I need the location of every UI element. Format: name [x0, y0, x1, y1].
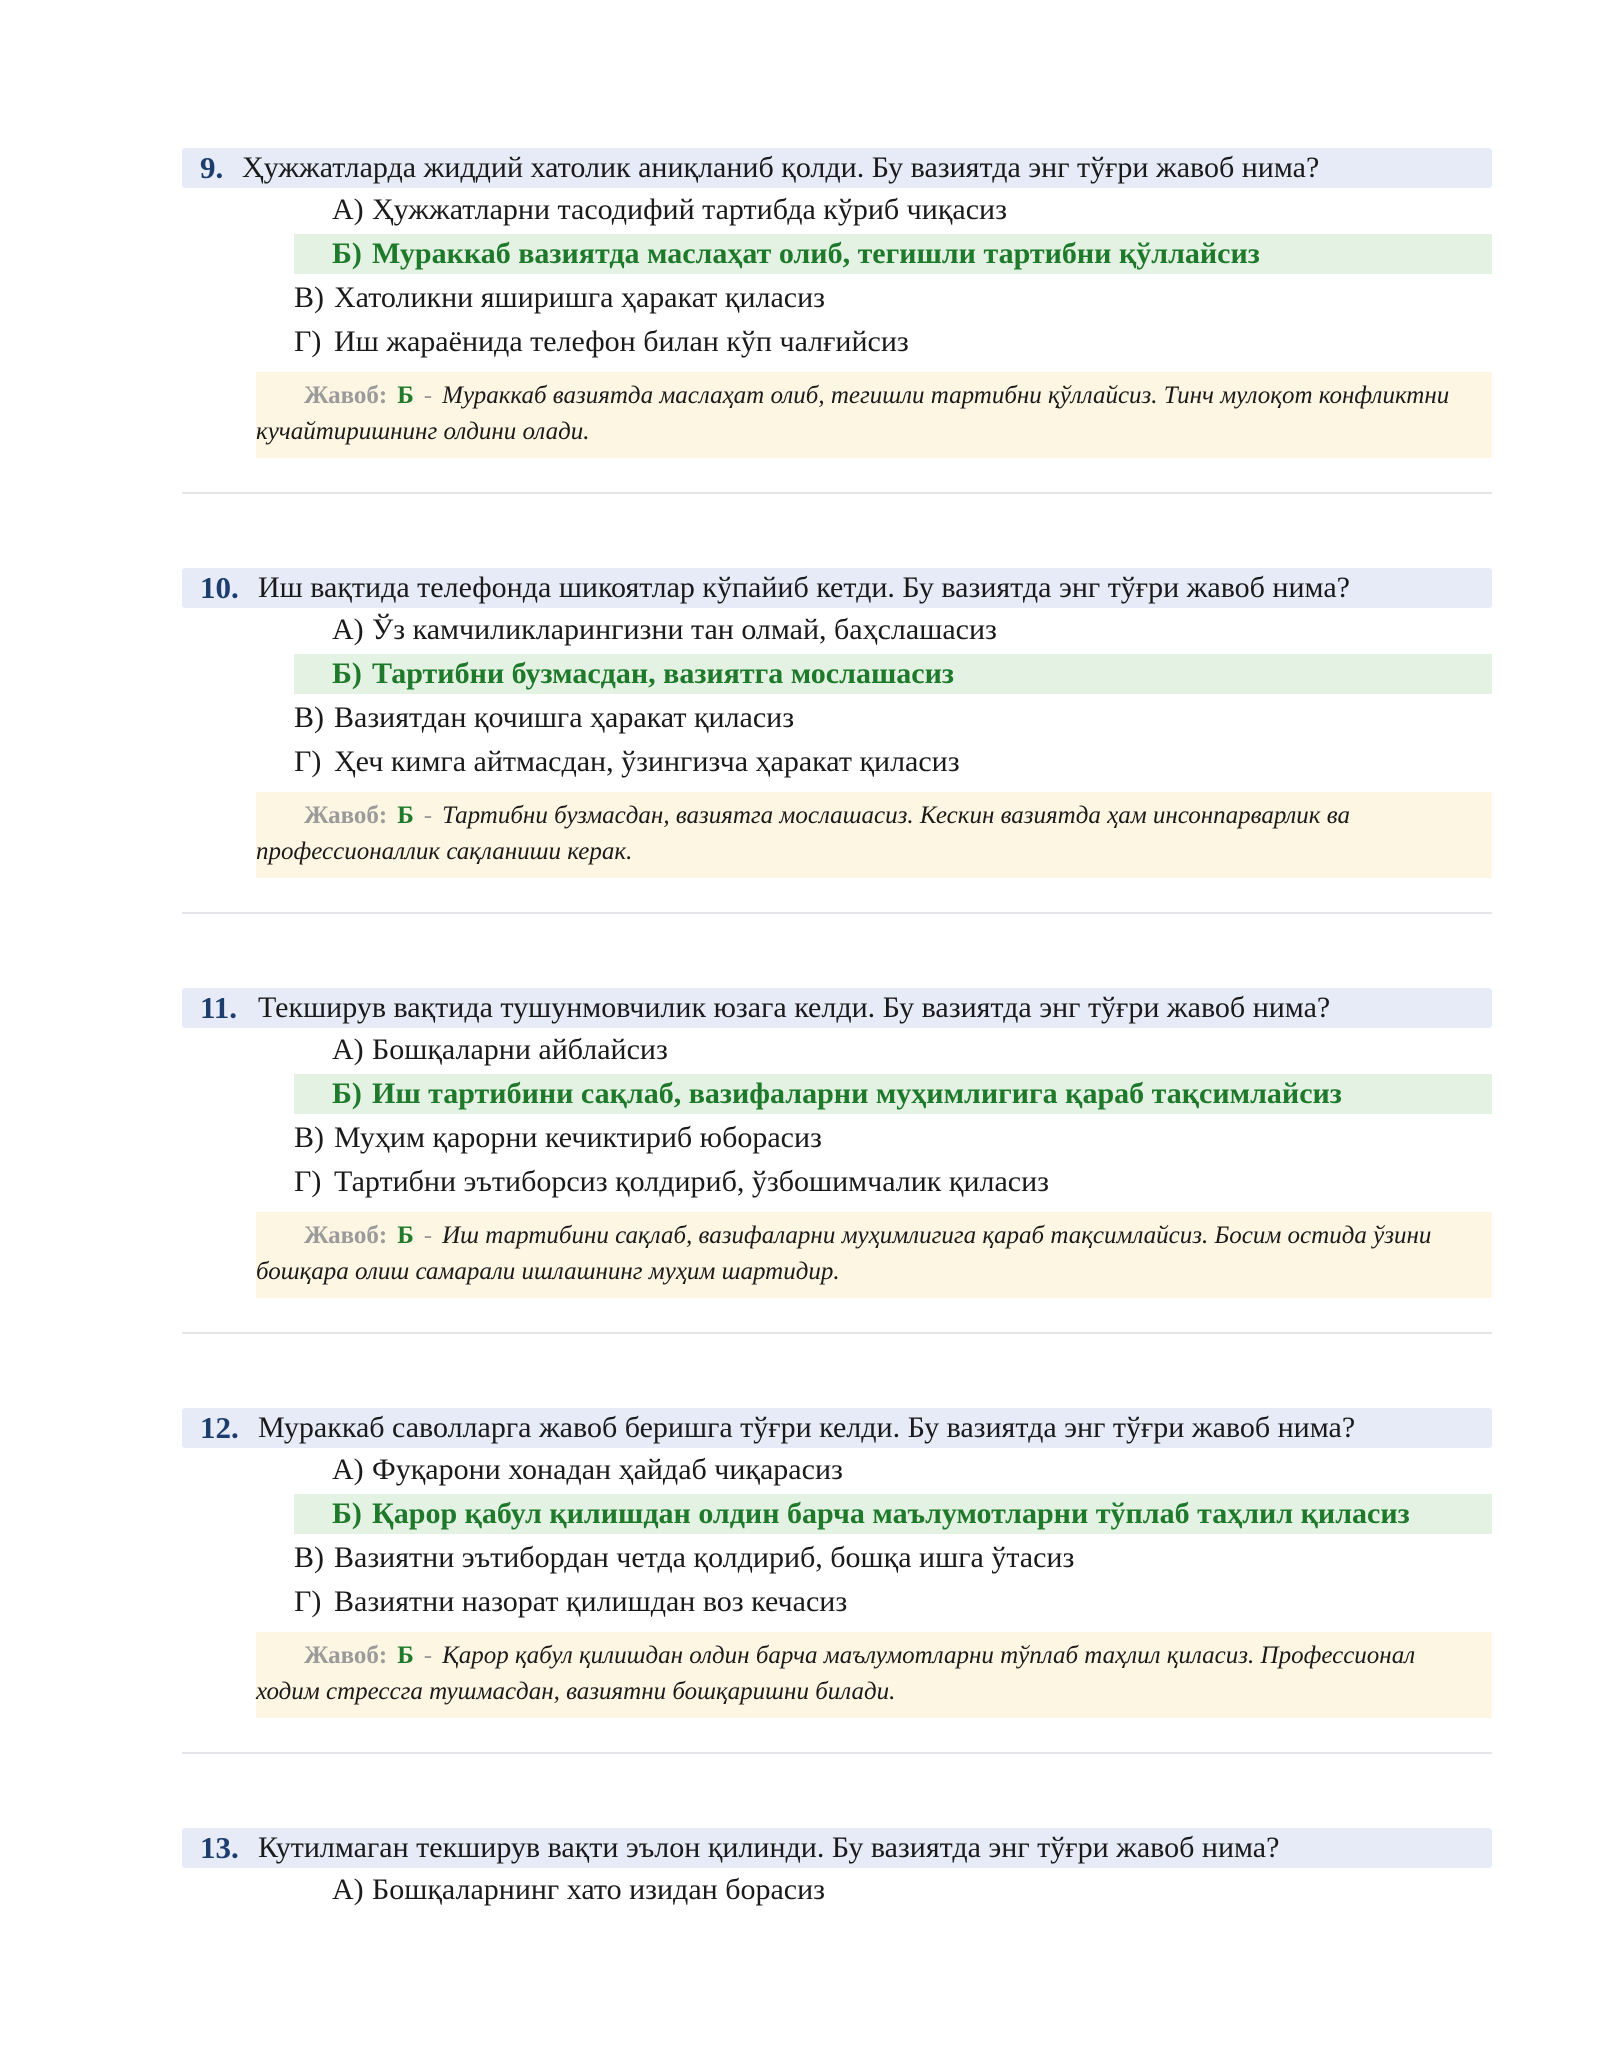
- answer-label: Жавоб:: [304, 802, 388, 829]
- answer-dash: -: [423, 1642, 433, 1669]
- option-b-correct: [294, 654, 1492, 694]
- divider: [182, 1752, 1492, 1754]
- option-text: Ҳеч кимга айтмасдан, ўзингизча ҳаракат қиласиз: [334, 745, 960, 778]
- option-c: [182, 1536, 1492, 1580]
- answer-label: Жавоб:: [304, 382, 388, 409]
- option-letter: Г): [294, 1165, 322, 1198]
- option-text: Вазиятни назорат қилишдан воз кечасиз: [334, 1585, 848, 1618]
- option-letter: Б): [332, 1497, 362, 1530]
- option-letter: А): [332, 1453, 364, 1486]
- option-text: Вазиятдан қочишга ҳаракат қиласиз: [334, 701, 795, 734]
- question-text: Кутилмаган текширув вақти эълон қилинди. Бу вазиятда энг тўғри жавоб нима?: [258, 1831, 1280, 1864]
- question-header: [182, 568, 1492, 608]
- option-letter: Б): [332, 237, 362, 270]
- answer-letter: Б: [397, 802, 414, 829]
- option-a: [182, 188, 1492, 232]
- question-number: 10.: [200, 570, 239, 605]
- question-block: [182, 148, 1492, 458]
- option-text: Қарор қабул қилишдан олдин барча маълумотларни тўплаб таҳлил қиласиз: [372, 1497, 1410, 1530]
- option-letter: Г): [294, 745, 322, 778]
- divider: [182, 912, 1492, 914]
- option-text: Вазиятни эътибордан четда қолдириб, бошқа ишга ўтасиз: [334, 1541, 1075, 1574]
- option-d: [182, 740, 1492, 784]
- option-letter: В): [294, 701, 324, 734]
- option-text: Иш жараёнида телефон билан кўп чалғийсиз: [334, 325, 909, 358]
- answer-letter: Б: [397, 382, 414, 409]
- question-text: Ҳужжатларда жиддий хатолик аниқланиб қолди. Бу вазиятда энг тўғри жавоб нима?: [242, 151, 1320, 184]
- option-c: [182, 276, 1492, 320]
- question-number: 13.: [200, 1830, 239, 1865]
- answer-box: [256, 1212, 1492, 1298]
- option-text: Мураккаб вазиятда маслаҳат олиб, тегишли тартибни қўллайсиз: [372, 237, 1260, 270]
- option-letter: В): [294, 1121, 324, 1154]
- option-letter: А): [332, 613, 364, 646]
- answer-dash: -: [423, 382, 433, 409]
- question-header: [182, 988, 1492, 1028]
- question-number: 12.: [200, 1410, 239, 1445]
- option-letter: В): [294, 281, 324, 314]
- option-d: [182, 320, 1492, 364]
- option-b-correct: [294, 234, 1492, 274]
- question-header: [182, 1828, 1492, 1868]
- answer-letter: Б: [397, 1642, 414, 1669]
- option-letter: В): [294, 1541, 324, 1574]
- answer-label: Жавоб:: [304, 1222, 388, 1249]
- question-text: Иш вақтида телефонда шикоятлар кўпайиб кетди. Бу вазиятда энг тўғри жавоб нима?: [258, 571, 1350, 604]
- answer-label: Жавоб:: [304, 1642, 388, 1669]
- option-letter: А): [332, 1033, 364, 1066]
- question-block: [182, 568, 1492, 878]
- option-d: [182, 1580, 1492, 1624]
- question-text: Мураккаб саволларга жавоб беришга тўғри келди. Бу вазиятда энг тўғри жавоб нима?: [258, 1411, 1356, 1444]
- option-a: [182, 1868, 1492, 1912]
- option-text: Бошқаларнинг хато изидан борасиз: [372, 1873, 825, 1906]
- divider: [182, 1332, 1492, 1334]
- question-header: [182, 1408, 1492, 1448]
- question-block: [182, 1408, 1492, 1718]
- option-text: Фуқарони хонадан ҳайдаб чиқарасиз: [372, 1453, 843, 1486]
- answer-box: [256, 792, 1492, 878]
- answer-explanation: Мураккаб вазиятда маслаҳат олиб, тегишли тартибни қўллайсиз. Тинч мулоқот конфликтни кучайтиришнинг олдини олади.: [256, 382, 1450, 445]
- answer-dash: -: [423, 1222, 433, 1249]
- option-letter: А): [332, 193, 364, 226]
- question-block: [182, 988, 1492, 1298]
- question-number: 11.: [200, 990, 238, 1025]
- answer-box: [256, 372, 1492, 458]
- divider: [182, 492, 1492, 494]
- answer-explanation: Иш тартибини сақлаб, вазифаларни муҳимлигига қараб тақсимлайсиз. Босим остида ўзини бошқара олиш самарали ишлашнинг муҳим шартидир.: [256, 1222, 1432, 1285]
- question-block: [182, 1828, 1492, 1912]
- option-letter: Г): [294, 1585, 322, 1618]
- option-a: [182, 608, 1492, 652]
- answer-explanation: Қарор қабул қилишдан олдин барча маълумотларни тўплаб таҳлил қиласиз. Профессионал ходим стрессга тушмасдан, вазиятни бошқаришни билади.: [256, 1642, 1416, 1705]
- option-text: Хатоликни яширишга ҳаракат қиласиз: [334, 281, 826, 314]
- option-c: [182, 1116, 1492, 1160]
- option-b-correct: [294, 1074, 1492, 1114]
- answer-dash: -: [423, 802, 433, 829]
- option-text: Тартибни эътиборсиз қолдириб, ўзбошимчалик қиласиз: [334, 1165, 1050, 1198]
- option-letter: А): [332, 1873, 364, 1906]
- answer-explanation: Тартибни бузмасдан, вазиятга мослашасиз. Кескин вазиятда ҳам инсонпарварлик ва профессионаллик сақланиши керак.: [256, 802, 1350, 865]
- option-b-correct: [294, 1494, 1492, 1534]
- option-a: [182, 1448, 1492, 1492]
- option-text: Бошқаларни айблайсиз: [372, 1033, 668, 1066]
- option-letter: Б): [332, 657, 362, 690]
- option-text: Тартибни бузмасдан, вазиятга мослашасиз: [372, 657, 954, 690]
- question-header: [182, 148, 1492, 188]
- question-text: Текширув вақтида тушунмовчилик юзага келди. Бу вазиятда энг тўғри жавоб нима?: [258, 991, 1331, 1024]
- option-text: Ҳужжатларни тасодифий тартибда кўриб чиқасиз: [372, 193, 1007, 226]
- option-d: [182, 1160, 1492, 1204]
- answer-letter: Б: [397, 1222, 414, 1249]
- option-text: Иш тартибини сақлаб, вазифаларни муҳимлигига қараб тақсимлайсиз: [372, 1077, 1342, 1110]
- option-c: [182, 696, 1492, 740]
- option-letter: Б): [332, 1077, 362, 1110]
- option-text: Ўз камчиликларингизни тан олмай, баҳслашасиз: [372, 613, 997, 646]
- option-a: [182, 1028, 1492, 1072]
- answer-box: [256, 1632, 1492, 1718]
- option-text: Муҳим қарорни кечиктириб юборасиз: [334, 1121, 822, 1154]
- question-number: 9.: [200, 150, 224, 185]
- option-letter: Г): [294, 325, 322, 358]
